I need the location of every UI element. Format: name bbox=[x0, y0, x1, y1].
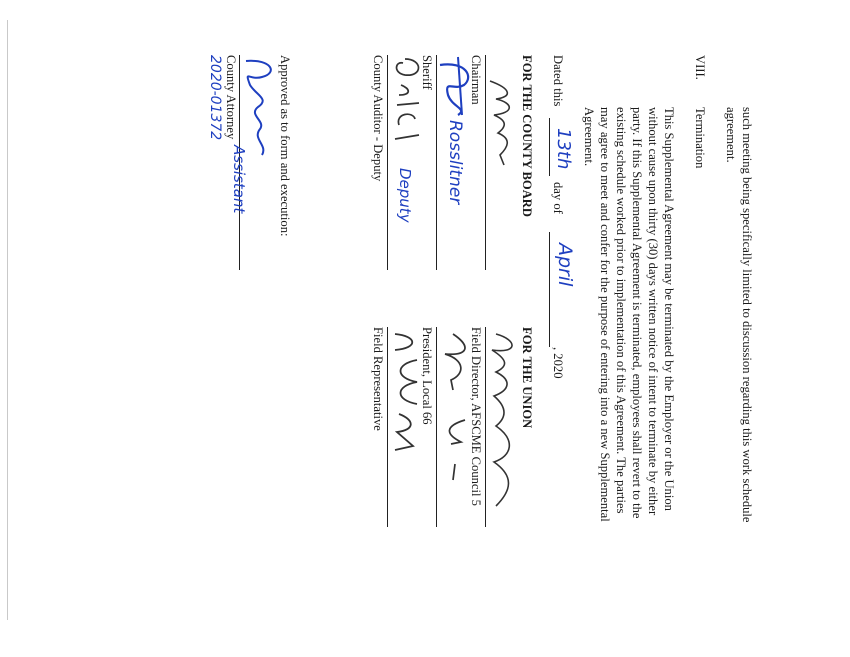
auditor-sign-line bbox=[387, 55, 388, 270]
dated-year: , 2020 bbox=[551, 347, 565, 379]
field-director-sign-line bbox=[485, 327, 486, 527]
section-para-line: without cause upon thirty (30) days written notice of intent to terminate by either bbox=[646, 107, 660, 516]
approval-label: Approved as to form and execution: bbox=[278, 55, 292, 237]
stamp-number: 2020-01372 bbox=[207, 55, 223, 141]
president-sign-line bbox=[436, 327, 437, 527]
auditor-signature bbox=[385, 55, 425, 165]
field-rep-signature bbox=[385, 330, 425, 470]
dated-prefix: Dated this bbox=[551, 55, 565, 107]
section-title: Termination bbox=[693, 107, 707, 169]
dated-month-handwritten: April bbox=[554, 243, 576, 287]
section-para-line: existing schedule worked prior to implementation of this Agreement. The parties bbox=[614, 107, 628, 514]
auditor-handwritten-note: Deputy bbox=[396, 168, 414, 223]
month-blank bbox=[549, 232, 550, 347]
dated-day-handwritten: 13th bbox=[553, 128, 574, 170]
sheriff-sign-line bbox=[436, 55, 437, 270]
field-rep-sign-line bbox=[387, 327, 388, 527]
county-heading: FOR THE COUNTY BOARD bbox=[520, 55, 534, 217]
section-para-line: party. If this Supplemental Agreement is terminated, employees shall revert to the bbox=[630, 107, 644, 519]
chairman-signature bbox=[480, 75, 520, 195]
president-title: President, Local 66 bbox=[420, 327, 434, 425]
section-para-line: This Supplemental Agreement may be terminated by the Employer or the Union bbox=[662, 107, 676, 511]
president-signature bbox=[435, 330, 475, 500]
section-para-line: Agreement. bbox=[582, 107, 596, 167]
union-heading: FOR THE UNION bbox=[520, 327, 534, 429]
sheriff-handwritten-name: Rosslitner bbox=[445, 120, 465, 205]
field-rep-title: Field Representative bbox=[371, 327, 385, 431]
assistant-handwritten-note: Assistant bbox=[230, 145, 248, 214]
dated-day-of: day of bbox=[551, 182, 565, 214]
chairman-title: Chairman bbox=[469, 55, 483, 105]
section-number: VIII. bbox=[693, 55, 707, 80]
scan-edge-line bbox=[7, 20, 8, 620]
section-para-line: may agree to meet and confer for the purpose of entering into a new Supplemental bbox=[598, 107, 612, 522]
preamble-line-1: such meeting being specifically limited to discussion regarding this work schedule bbox=[740, 107, 754, 523]
chairman-sign-line bbox=[485, 55, 486, 270]
preamble-line-2: agreement. bbox=[724, 107, 738, 163]
auditor-title: County Auditor - Deputy bbox=[371, 55, 385, 182]
county-attorney-title: County Attorney bbox=[224, 55, 238, 140]
field-director-signature bbox=[480, 330, 522, 520]
sheriff-title: Sheriff bbox=[420, 55, 434, 90]
day-blank bbox=[549, 118, 550, 176]
field-director-title: Field Director, AFSCME Council 5 bbox=[469, 327, 483, 506]
